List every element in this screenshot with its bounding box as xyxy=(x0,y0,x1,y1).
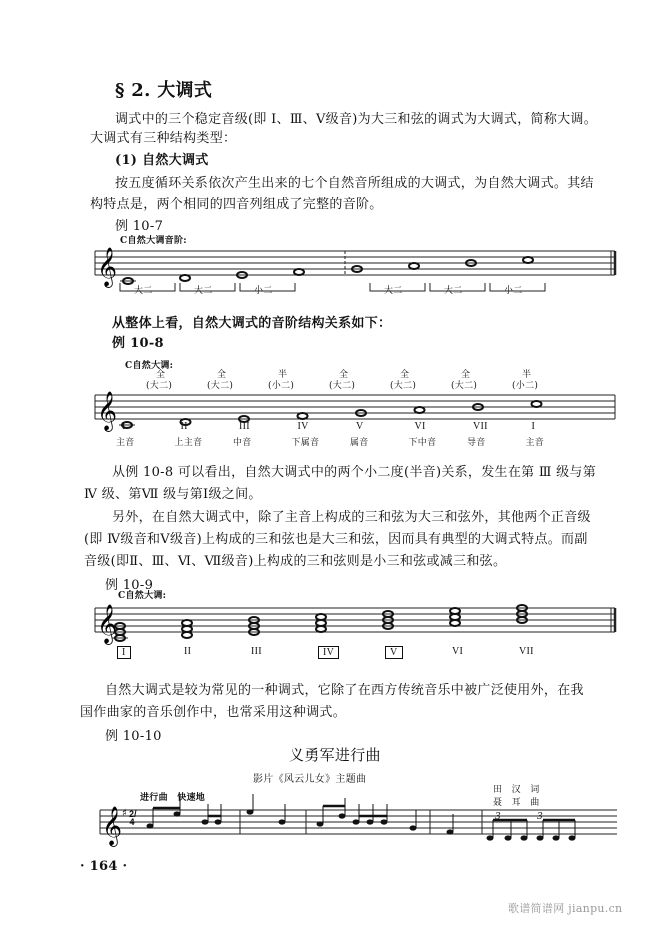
step-type: 全 xyxy=(461,370,471,380)
note xyxy=(505,835,512,840)
note xyxy=(410,825,417,830)
note xyxy=(247,809,254,814)
note xyxy=(147,823,154,828)
time-signature: 2/4 xyxy=(129,809,137,827)
triplet-mark: 3 xyxy=(537,812,544,822)
chord-numeral: IV xyxy=(318,646,339,659)
whole-note xyxy=(523,257,533,263)
note xyxy=(381,819,388,824)
interval-bracket xyxy=(240,283,295,291)
chord-numeral: VII xyxy=(519,646,534,657)
paragraph-line: 另外，在自然大调式中，除了主音上构成的三和弦为大三和弦外，其他两个正音级 xyxy=(112,510,591,525)
degree-name: 中音 xyxy=(233,438,252,448)
note xyxy=(569,835,576,840)
note xyxy=(447,829,454,834)
subsection-title: (1) 自然大调式 xyxy=(115,153,209,168)
degree-numeral: I xyxy=(122,421,126,432)
paragraph-line: 国作曲家的音乐创作中，也常采用这种调式。 xyxy=(80,705,347,720)
whole-note xyxy=(450,608,460,614)
interval-label: 大二 xyxy=(444,286,463,296)
degree-name: 主音 xyxy=(525,438,545,448)
composer: 聂 耳 曲 xyxy=(493,798,540,808)
chord-numeral: II xyxy=(184,646,192,657)
degree-numeral: VI xyxy=(414,421,426,432)
paragraph-line: 从例 10-8 可以看出，自然大调式中的两个小二度(半音)关系，发生在第 Ⅲ 级与第 xyxy=(112,465,597,480)
interval-bracket xyxy=(490,283,545,291)
whole-note xyxy=(415,407,425,413)
paragraph-line: 音级(即Ⅱ、Ⅲ、Ⅵ、Ⅶ级音)上构成的三和弦则是小三和弦或减三和弦。 xyxy=(84,554,507,569)
note xyxy=(279,819,286,824)
interval-bracket xyxy=(180,283,235,291)
triplet-mark: 3 xyxy=(495,812,502,822)
chord-numeral: V xyxy=(385,646,403,659)
step-interval: (大二) xyxy=(146,381,173,391)
section-title: § 2. 大调式 xyxy=(115,80,213,101)
whole-note xyxy=(182,620,192,626)
whole-note xyxy=(316,614,326,620)
whole-note xyxy=(294,269,304,275)
note xyxy=(367,819,374,824)
example-label: 例 10-9 xyxy=(105,578,154,593)
watermark: 歌谱简谱网 jianpu.cn xyxy=(508,902,623,915)
page-number: · 164 · xyxy=(80,859,128,874)
note xyxy=(537,835,544,840)
chord-numeral: I xyxy=(117,646,131,659)
note xyxy=(174,811,181,816)
staff-label: C自然大调音阶: xyxy=(120,236,187,246)
treble-clef-icon: 𝄞 xyxy=(97,247,118,287)
step-interval: (大二) xyxy=(451,381,478,391)
lyricist: 田 汉 词 xyxy=(493,785,540,795)
treble-clef-icon: 𝄞 xyxy=(97,391,118,431)
note xyxy=(202,819,209,824)
song-title: 义勇军进行曲 xyxy=(289,746,381,764)
step-interval: (小二) xyxy=(512,381,539,391)
whole-note xyxy=(181,419,191,425)
treble-clef-icon: 𝄞 xyxy=(102,806,123,846)
paragraph-line: 自然大调式是较为常见的一种调式，它除了在西方传统音乐中被广泛使用外，在我 xyxy=(105,683,584,698)
sharp-icon: ♯ xyxy=(122,808,127,819)
interval-label: 大二 xyxy=(134,286,153,296)
example-label: 例 10-7 xyxy=(115,219,164,234)
note xyxy=(521,835,528,840)
step-type: 全 xyxy=(339,370,349,380)
degree-name: 属音 xyxy=(350,438,369,448)
paragraph-line: 大调式有三种结构类型： xyxy=(90,131,237,146)
degree-name: 上主音 xyxy=(174,438,203,448)
step-type: 半 xyxy=(278,370,288,380)
note xyxy=(215,819,222,824)
note xyxy=(553,835,560,840)
paragraph-line: Ⅳ 级、第Ⅶ 级与第Ⅰ级之间。 xyxy=(84,487,262,502)
degree-numeral: V xyxy=(356,421,364,432)
interval-label: 大二 xyxy=(194,286,213,296)
tempo-marking: 进行曲 快速地 xyxy=(140,793,206,803)
degree-name: 下中音 xyxy=(408,438,437,448)
chord-numeral: VI xyxy=(452,646,464,657)
step-interval: (大二) xyxy=(390,381,417,391)
step-type: 半 xyxy=(522,370,532,380)
paragraph-line: 按五度循环关系依次产生出来的七个自然音所组成的大调式，为自然大调式。其结 xyxy=(115,176,594,191)
step-type: 全 xyxy=(156,370,166,380)
degree-name: 主音 xyxy=(116,438,135,448)
degree-name: 下属音 xyxy=(291,438,320,448)
interval-label: 大二 xyxy=(384,286,403,296)
whole-note xyxy=(180,275,190,281)
paragraph-line: 调式中的三个稳定音级(即 Ⅰ、Ⅲ、Ⅴ级音)为大三和弦的调式为大调式，简称大调。 xyxy=(115,112,598,127)
interval-bracket xyxy=(430,283,485,291)
step-type: 全 xyxy=(217,370,227,380)
staff-label: C自然大调: xyxy=(125,361,174,371)
treble-clef-icon: 𝄞 xyxy=(97,604,118,644)
interval-label: 小二 xyxy=(254,286,273,296)
paragraph-line: 从整体上看，自然大调式的音阶结构关系如下： xyxy=(112,316,392,331)
staff-label: C自然大调: xyxy=(118,591,167,601)
degree-numeral: II xyxy=(180,421,188,432)
step-interval: (大二) xyxy=(207,381,234,391)
interval-bracket xyxy=(370,283,425,291)
degree-numeral: III xyxy=(239,421,250,432)
step-interval: (大二) xyxy=(329,381,356,391)
step-type: 全 xyxy=(400,370,410,380)
degree-numeral: VII xyxy=(473,421,488,432)
note xyxy=(339,813,346,818)
step-interval: (小二) xyxy=(268,381,295,391)
whole-note xyxy=(298,413,308,419)
interval-label: 小二 xyxy=(504,286,523,296)
paragraph-line: (即 Ⅳ级音和Ⅴ级音)上构成的三和弦也是大三和弦，因而具有典型的大调式特点。而副 xyxy=(84,532,588,547)
note xyxy=(317,821,324,826)
chord-numeral: III xyxy=(251,646,262,657)
example-label: 例 10-10 xyxy=(105,729,162,744)
whole-note xyxy=(409,263,419,269)
example-label: 例 10-8 xyxy=(112,336,164,351)
paragraph-line: 构特点是，两个相同的四音列组成了完整的音阶。 xyxy=(90,197,383,212)
degree-numeral: I xyxy=(531,421,536,432)
whole-note xyxy=(532,401,542,407)
song-subtitle: 影片《风云儿女》主题曲 xyxy=(253,774,367,785)
note xyxy=(353,819,360,824)
degree-name: 导音 xyxy=(467,438,486,448)
degree-numeral: IV xyxy=(297,421,309,432)
note xyxy=(487,835,494,840)
